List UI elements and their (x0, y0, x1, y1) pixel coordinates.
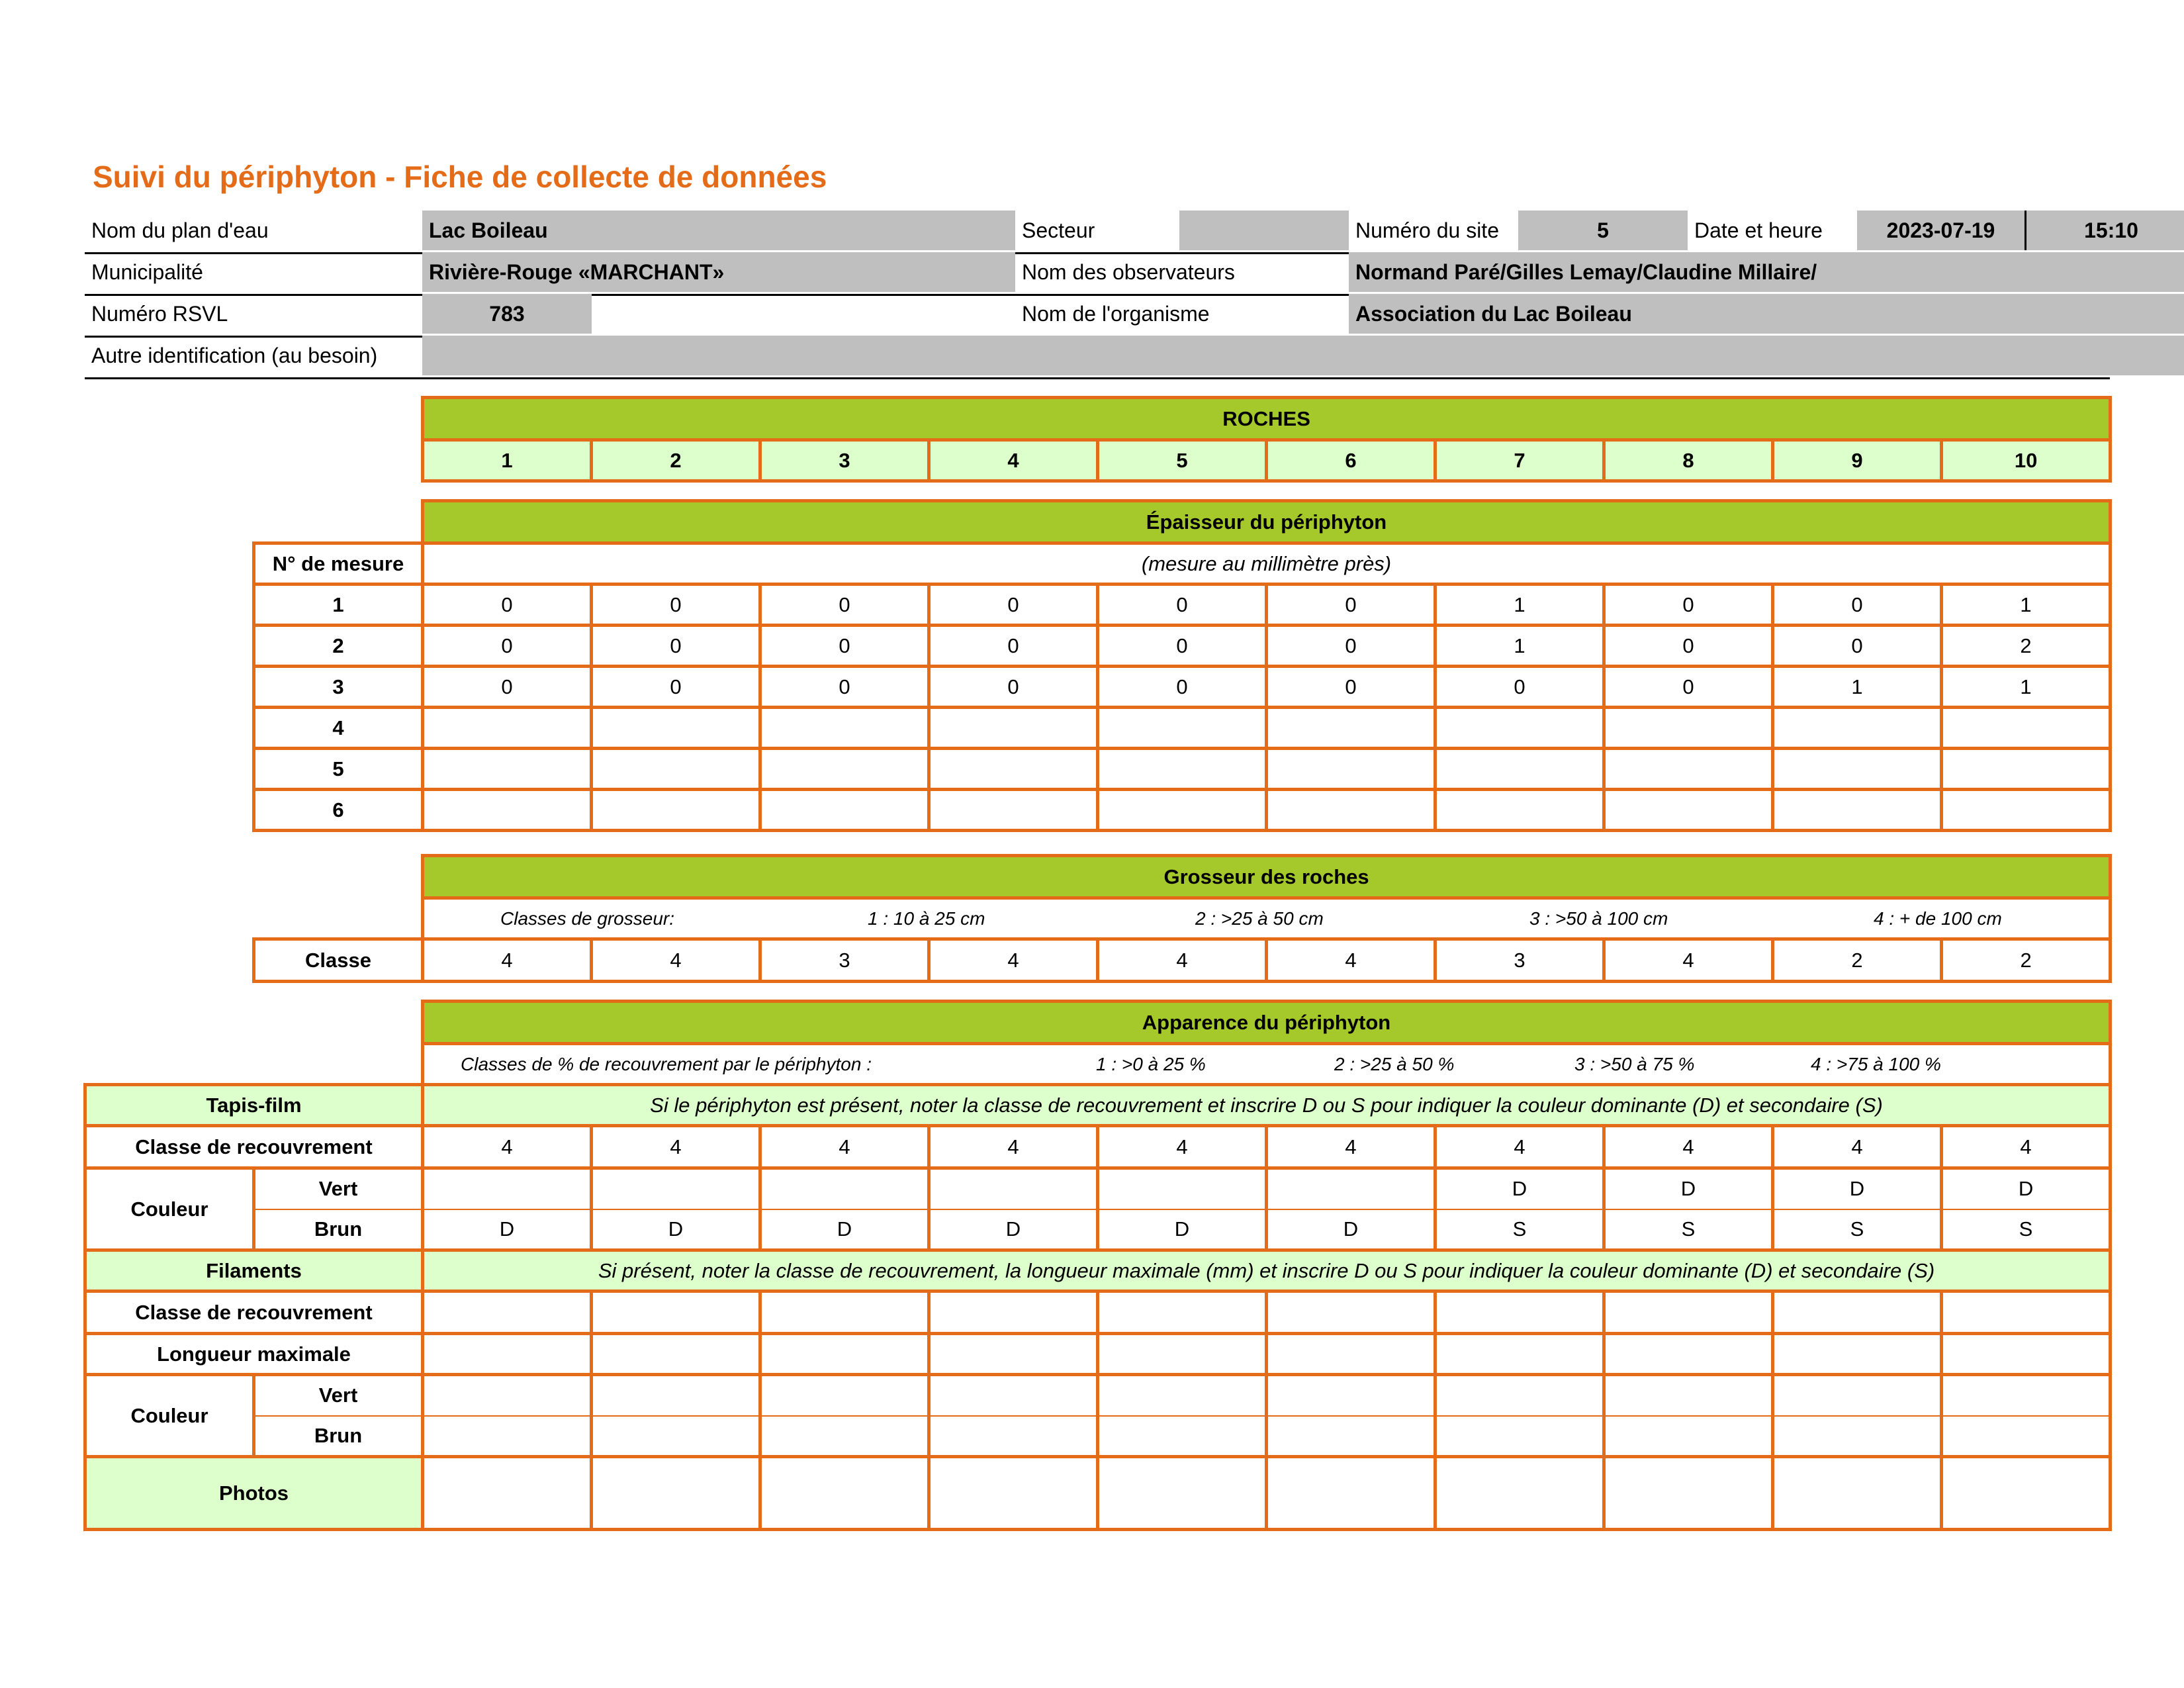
tapis-recouvrement-label: Classe de recouvrement (85, 1126, 423, 1168)
filaments-recouvrement-cell[interactable] (760, 1291, 929, 1334)
tapis-brun-cell[interactable]: D (760, 1209, 929, 1250)
epaisseur-cell[interactable] (423, 749, 592, 790)
grosseur-cell[interactable]: 3 (1435, 939, 1604, 982)
mesure-label: N° de mesure (254, 543, 423, 585)
tapis-vert-cell[interactable] (423, 1168, 592, 1209)
filaments-recouvrement-cell[interactable] (1098, 1291, 1267, 1334)
epaisseur-cell[interactable] (1098, 749, 1267, 790)
filaments-longueur-label: Longueur maximale (85, 1334, 423, 1375)
date-value[interactable]: 2023-07-19 (1857, 211, 2026, 250)
filaments-longueur-cell[interactable] (1604, 1334, 1773, 1375)
epaisseur-cell[interactable] (1942, 790, 2111, 831)
plan-value[interactable]: Lac Boileau (422, 211, 1015, 250)
filaments-brun-cell[interactable] (1435, 1416, 1604, 1457)
epaisseur-cell[interactable] (1267, 790, 1435, 831)
epaisseur-cell[interactable]: 0 (1098, 585, 1267, 626)
filaments-longueur-cell[interactable] (592, 1334, 760, 1375)
filaments-label: Filaments (85, 1250, 423, 1291)
filaments-longueur-cell[interactable] (760, 1334, 929, 1375)
tapis-brun-cell[interactable]: S (1435, 1209, 1604, 1250)
grosseur-classes-row (423, 898, 2111, 939)
grosseur-class-4: 4 : + de 100 cm (1874, 908, 2002, 929)
epaisseur-cell[interactable] (1267, 749, 1435, 790)
epaisseur-cell[interactable]: 0 (929, 667, 1098, 708)
filaments-vert-cell[interactable] (1942, 1375, 2111, 1416)
filaments-brun-cell[interactable] (760, 1416, 929, 1457)
apparence-classes-label: Classes de % de recouvrement par le périphyton : (461, 1053, 872, 1074)
filaments-longueur-cell[interactable] (929, 1334, 1098, 1375)
date-label: Date et heure (1694, 218, 1823, 242)
filaments-longueur-cell[interactable] (1098, 1334, 1267, 1375)
observateurs-label: Nom des observateurs (1022, 259, 1235, 284)
header-row-rsvl (85, 294, 2110, 338)
filaments-longueur-cell[interactable] (1435, 1334, 1604, 1375)
epaisseur-cell[interactable] (423, 790, 592, 831)
epaisseur-row (254, 585, 2111, 626)
tapis-brun-cell[interactable]: D (423, 1209, 592, 1250)
filaments-brun-cell[interactable] (423, 1416, 592, 1457)
autre-value[interactable] (422, 336, 2184, 375)
roche-number: 2 (592, 440, 760, 481)
photo-cell[interactable] (929, 1457, 1098, 1530)
epaisseur-cell[interactable]: 0 (929, 626, 1098, 667)
epaisseur-cell[interactable] (1435, 749, 1604, 790)
apparence-class-4: 4 : >75 à 100 % (1811, 1053, 1941, 1074)
epaisseur-row (254, 749, 2111, 790)
epaisseur-cell[interactable]: 1 (1435, 626, 1604, 667)
organisme-value[interactable]: Association du Lac Boileau (1349, 294, 2184, 334)
epaisseur-cell[interactable]: 0 (1604, 667, 1773, 708)
filaments-couleur-label: Couleur (85, 1375, 254, 1457)
tapis-recouvrement-cell[interactable]: 4 (1604, 1126, 1773, 1168)
epaisseur-cell[interactable]: 2 (1942, 626, 2111, 667)
tapis-brun-cell[interactable]: D (929, 1209, 1098, 1250)
grosseur-cell[interactable]: 4 (592, 939, 760, 982)
roche-number: 8 (1604, 440, 1773, 481)
epaisseur-cell[interactable] (1942, 749, 2111, 790)
epaisseur-cell[interactable] (592, 790, 760, 831)
filaments-vert-cell[interactable] (1098, 1375, 1267, 1416)
epaisseur-cell[interactable]: 0 (592, 667, 760, 708)
grosseur-cell[interactable]: 4 (1267, 939, 1435, 982)
filaments-longueur-cell[interactable] (1773, 1334, 1942, 1375)
filaments-note: Si présent, noter la classe de recouvrement, la longueur maximale (mm) et inscrire D ou S pour indiquer la couleur dominante (D) et secondaire (S) (423, 1250, 2111, 1291)
epaisseur-cell[interactable]: 0 (423, 667, 592, 708)
header-row-plan (85, 211, 2138, 254)
header-row-municipalite (85, 252, 2110, 296)
roches-numbers-row (423, 440, 2111, 481)
roche-number: 6 (1267, 440, 1435, 481)
epaisseur-cell[interactable]: 0 (1267, 667, 1435, 708)
municipalite-label: Municipalité (91, 259, 203, 284)
filaments-vert-cell[interactable] (929, 1375, 1098, 1416)
filaments-recouvrement-cell[interactable] (929, 1291, 1098, 1334)
epaisseur-cell[interactable] (1604, 708, 1773, 749)
apparence-classes-row (423, 1044, 2111, 1085)
filaments-brun-cell[interactable] (1267, 1416, 1435, 1457)
epaisseur-cell[interactable]: 0 (1435, 667, 1604, 708)
filaments-brun-cell[interactable] (929, 1416, 1098, 1457)
grosseur-cell[interactable]: 4 (929, 939, 1098, 982)
filaments-vert-cell[interactable] (592, 1375, 760, 1416)
epaisseur-cell[interactable]: 0 (1604, 585, 1773, 626)
epaisseur-cell[interactable]: 0 (1267, 626, 1435, 667)
tapis-recouvrement-cell[interactable]: 4 (1773, 1126, 1942, 1168)
filaments-recouvrement-cell[interactable] (1435, 1291, 1604, 1334)
epaisseur-cell[interactable] (592, 708, 760, 749)
filaments-recouvrement-cell[interactable] (1604, 1291, 1773, 1334)
roche-number: 5 (1098, 440, 1267, 481)
rsvl-label: Numéro RSVL (91, 301, 228, 326)
filaments-recouvrement-cell[interactable] (423, 1291, 592, 1334)
filaments-vert-label: Vert (254, 1375, 423, 1416)
grosseur-classes-label: Classes de grosseur: (500, 908, 675, 929)
filaments-recouvrement-cell[interactable] (1942, 1291, 2111, 1334)
roche-number: 7 (1435, 440, 1604, 481)
time-value[interactable]: 15:10 (2026, 211, 2184, 250)
tapis-vert-cell[interactable]: D (1435, 1168, 1604, 1209)
epaisseur-cell[interactable] (1267, 708, 1435, 749)
photo-cell[interactable] (1435, 1457, 1604, 1530)
epaisseur-cell[interactable]: 0 (929, 585, 1098, 626)
tapis-recouvrement-cell[interactable]: 4 (592, 1126, 760, 1168)
filaments-vert-cell[interactable] (1435, 1375, 1604, 1416)
photo-cell[interactable] (760, 1457, 929, 1530)
epaisseur-subtitle: (mesure au millimètre près) (423, 543, 2111, 585)
photo-cell[interactable] (1773, 1457, 1942, 1530)
filaments-recouvrement-label: Classe de recouvrement (85, 1291, 423, 1334)
tapis-recouvrement-cell[interactable]: 4 (929, 1126, 1098, 1168)
tapis-brun-cell[interactable]: S (1773, 1209, 1942, 1250)
tapis-recouvrement-cell[interactable]: 4 (1942, 1126, 2111, 1168)
tapis-label: Tapis-film (85, 1085, 423, 1126)
header-row-autre (85, 336, 2110, 379)
tapis-vert-label: Vert (254, 1168, 423, 1209)
epaisseur-cell[interactable] (760, 749, 929, 790)
filaments-vert-cell[interactable] (1604, 1375, 1773, 1416)
roche-number: 3 (760, 440, 929, 481)
filaments-brun-cell[interactable] (1604, 1416, 1773, 1457)
roche-number: 4 (929, 440, 1098, 481)
epaisseur-cell[interactable]: 0 (760, 626, 929, 667)
epaisseur-cell[interactable]: 1 (1435, 585, 1604, 626)
grosseur-cell[interactable]: 2 (1942, 939, 2111, 982)
tapis-vert-cell[interactable] (760, 1168, 929, 1209)
photo-cell[interactable] (1098, 1457, 1267, 1530)
filaments-vert-cell[interactable] (423, 1375, 592, 1416)
tapis-vert-cell[interactable] (929, 1168, 1098, 1209)
tapis-note: Si le périphyton est présent, noter la classe de recouvrement et inscrire D ou S pour indiquer la couleur dominante (D) et secondaire (S) (423, 1085, 2111, 1126)
epaisseur-cell[interactable]: 0 (1267, 585, 1435, 626)
apparence-table (83, 1000, 2112, 1531)
grosseur-class-1: 1 : 10 à 25 cm (868, 908, 985, 929)
epaisseur-cell[interactable]: 1 (1773, 667, 1942, 708)
epaisseur-cell[interactable] (1604, 749, 1773, 790)
epaisseur-cell[interactable]: 0 (592, 626, 760, 667)
apparence-title: Apparence du périphyton (423, 1002, 2111, 1044)
municipalite-value[interactable]: Rivière-Rouge «MARCHANT» (422, 252, 1015, 292)
grosseur-title: Grosseur des roches (423, 856, 2111, 898)
filaments-vert-cell[interactable] (760, 1375, 929, 1416)
epaisseur-cell[interactable] (929, 790, 1098, 831)
roche-number: 10 (1942, 440, 2111, 481)
tapis-vert-cell[interactable]: D (1942, 1168, 2111, 1209)
tapis-recouvrement-cell[interactable]: 4 (1435, 1126, 1604, 1168)
grosseur-table (252, 854, 2112, 983)
filaments-brun-cell[interactable] (1942, 1416, 2111, 1457)
grosseur-class-3: 3 : >50 à 100 cm (1529, 908, 1668, 929)
tapis-brun-cell[interactable]: D (592, 1209, 760, 1250)
epaisseur-cell[interactable] (760, 790, 929, 831)
filaments-vert-cell[interactable] (1267, 1375, 1435, 1416)
tapis-vert-cell[interactable]: D (1604, 1168, 1773, 1209)
epaisseur-cell[interactable] (1098, 790, 1267, 831)
tapis-vert-cell[interactable]: D (1773, 1168, 1942, 1209)
apparence-class-2: 2 : >25 à 50 % (1334, 1053, 1455, 1074)
photo-cell[interactable] (1604, 1457, 1773, 1530)
epaisseur-cell[interactable] (1604, 790, 1773, 831)
tapis-brun-cell[interactable]: D (1267, 1209, 1435, 1250)
grosseur-cell[interactable]: 4 (1604, 939, 1773, 982)
mesure-number: 6 (254, 790, 423, 831)
epaisseur-cell[interactable] (1773, 708, 1942, 749)
epaisseur-cell[interactable] (1773, 749, 1942, 790)
tapis-vert-cell[interactable] (592, 1168, 760, 1209)
tapis-recouvrement-cell[interactable]: 4 (1098, 1126, 1267, 1168)
mesure-number: 5 (254, 749, 423, 790)
filaments-brun-cell[interactable] (1773, 1416, 1942, 1457)
filaments-longueur-cell[interactable] (1267, 1334, 1435, 1375)
plan-label: Nom du plan d'eau (91, 218, 269, 242)
epaisseur-title: Épaisseur du périphyton (423, 501, 2111, 543)
mesure-number: 3 (254, 667, 423, 708)
secteur-value[interactable] (1179, 211, 1349, 250)
epaisseur-cell[interactable] (1942, 708, 2111, 749)
autre-label: Autre identification (au besoin) (91, 343, 378, 367)
roche-number: 1 (423, 440, 592, 481)
epaisseur-cell[interactable] (929, 708, 1098, 749)
photos-label: Photos (85, 1457, 423, 1530)
apparence-class-3: 3 : >50 à 75 % (1574, 1053, 1695, 1074)
site-value[interactable]: 5 (1518, 211, 1688, 250)
filaments-brun-label: Brun (254, 1416, 423, 1457)
tapis-brun-cell[interactable]: S (1604, 1209, 1773, 1250)
epaisseur-cell[interactable]: 0 (760, 667, 929, 708)
filaments-brun-cell[interactable] (592, 1416, 760, 1457)
epaisseur-cell[interactable]: 1 (1942, 667, 2111, 708)
filaments-brun-cell[interactable] (1098, 1416, 1267, 1457)
tapis-vert-cell[interactable] (1267, 1168, 1435, 1209)
epaisseur-cell[interactable] (1098, 708, 1267, 749)
epaisseur-cell[interactable]: 0 (1773, 626, 1942, 667)
tapis-vert-cell[interactable] (1098, 1168, 1267, 1209)
classe-label: Classe (254, 939, 423, 982)
photo-cell[interactable] (592, 1457, 760, 1530)
epaisseur-cell[interactable] (592, 749, 760, 790)
epaisseur-row (254, 667, 2111, 708)
filaments-longueur-cell[interactable] (423, 1334, 592, 1375)
filaments-vert-cell[interactable] (1773, 1375, 1942, 1416)
photo-cell[interactable] (1942, 1457, 2111, 1530)
epaisseur-cell[interactable]: 0 (592, 585, 760, 626)
rsvl-value[interactable]: 783 (422, 294, 592, 334)
epaisseur-row (254, 708, 2111, 749)
epaisseur-cell[interactable] (760, 708, 929, 749)
observateurs-value[interactable]: Normand Paré/Gilles Lemay/Claudine Millaire/ (1349, 252, 2184, 292)
epaisseur-cell[interactable] (1435, 708, 1604, 749)
organisme-label: Nom de l'organisme (1022, 301, 1210, 326)
epaisseur-cell[interactable]: 0 (1098, 626, 1267, 667)
epaisseur-cell[interactable]: 1 (1942, 585, 2111, 626)
epaisseur-cell[interactable] (929, 749, 1098, 790)
mesure-number: 4 (254, 708, 423, 749)
tapis-brun-cell[interactable]: D (1098, 1209, 1267, 1250)
epaisseur-cell[interactable]: 0 (760, 585, 929, 626)
tapis-recouvrement-cell[interactable]: 4 (760, 1126, 929, 1168)
photo-cell[interactable] (1267, 1457, 1435, 1530)
epaisseur-cell[interactable]: 0 (423, 585, 592, 626)
tapis-recouvrement-cell[interactable]: 4 (1267, 1126, 1435, 1168)
grosseur-cell[interactable]: 4 (1098, 939, 1267, 982)
filaments-longueur-cell[interactable] (1942, 1334, 2111, 1375)
epaisseur-cell[interactable] (423, 708, 592, 749)
apparence-class-1: 1 : >0 à 25 % (1096, 1053, 1206, 1074)
filaments-recouvrement-cell[interactable] (592, 1291, 760, 1334)
epaisseur-row (254, 790, 2111, 831)
mesure-number: 2 (254, 626, 423, 667)
roche-number: 9 (1773, 440, 1942, 481)
page-title: Suivi du périphyton - Fiche de collecte de données (93, 160, 827, 194)
tapis-couleur-label: Couleur (85, 1168, 254, 1250)
roches-table (421, 396, 2112, 483)
epaisseur-cell[interactable]: 0 (1773, 585, 1942, 626)
tapis-brun-cell[interactable]: S (1942, 1209, 2111, 1250)
site-label: Numéro du site (1355, 218, 1499, 242)
epaisseur-cell[interactable]: 0 (423, 626, 592, 667)
grosseur-cell[interactable]: 3 (760, 939, 929, 982)
filaments-recouvrement-cell[interactable] (1773, 1291, 1942, 1334)
epaisseur-table (252, 499, 2112, 832)
epaisseur-cell[interactable]: 0 (1604, 626, 1773, 667)
epaisseur-cell[interactable] (1773, 790, 1942, 831)
mesure-number: 1 (254, 585, 423, 626)
tapis-brun-label: Brun (254, 1209, 423, 1250)
epaisseur-cell[interactable]: 0 (1098, 667, 1267, 708)
grosseur-cell[interactable]: 4 (423, 939, 592, 982)
filaments-recouvrement-cell[interactable] (1267, 1291, 1435, 1334)
grosseur-cell[interactable]: 2 (1773, 939, 1942, 982)
epaisseur-cell[interactable] (1435, 790, 1604, 831)
photo-cell[interactable] (423, 1457, 592, 1530)
tapis-recouvrement-cell[interactable]: 4 (423, 1126, 592, 1168)
roches-title: ROCHES (423, 398, 2111, 440)
secteur-label: Secteur (1022, 218, 1095, 242)
grosseur-class-2: 2 : >25 à 50 cm (1195, 908, 1324, 929)
epaisseur-row (254, 626, 2111, 667)
